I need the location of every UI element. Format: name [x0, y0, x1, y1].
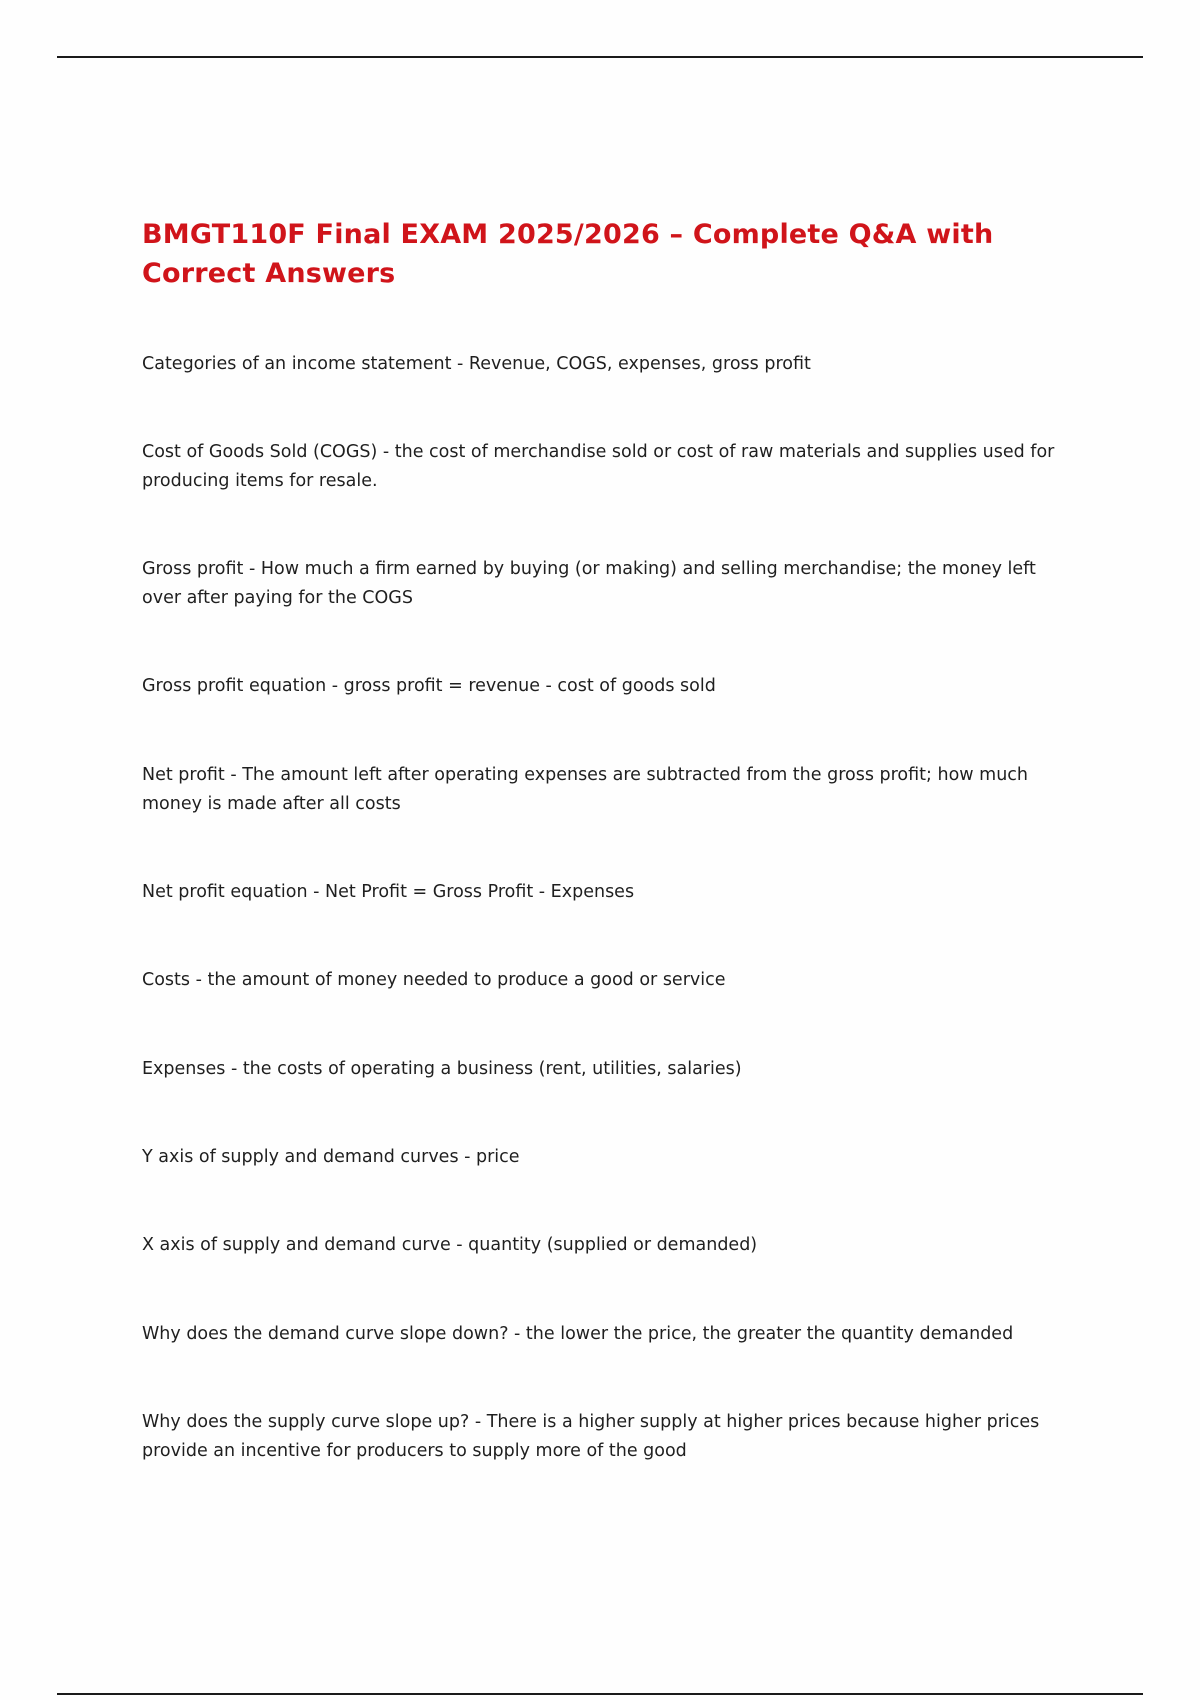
qa-entry: Why does the supply curve slope up? - There is a higher supply at higher prices because higher prices provide an incentive for producers to supply more of the good: [142, 1412, 1040, 1461]
qa-entry: Expenses - the costs of operating a business (rent, utilities, salaries): [142, 1059, 742, 1079]
qa-entry: Net profit - The amount left after operating expenses are subtracted from the gross profit; how much money is made after all costs: [142, 765, 1028, 814]
footer-rule: [57, 1693, 1143, 1695]
qa-entry: X axis of supply and demand curve - quantity (supplied or demanded): [142, 1235, 758, 1255]
header-rule: [57, 56, 1143, 58]
qa-entry: Why does the demand curve slope down? - the lower the price, the greater the quantity demanded: [142, 1324, 1014, 1344]
qa-entry: Gross profit - How much a firm earned by buying (or making) and selling merchandise; the money left over after paying for the COGS: [142, 559, 1036, 608]
qa-entry: Costs - the amount of money needed to produce a good or service: [142, 970, 726, 990]
qa-entry: Cost of Goods Sold (COGS) - the cost of merchandise sold or cost of raw materials and supplies used for producing items for resale.: [142, 442, 1055, 491]
qa-entry: Gross profit equation - gross profit = revenue - cost of goods sold: [142, 676, 716, 696]
qa-entry: Y axis of supply and demand curves - price: [142, 1147, 520, 1167]
qa-entry: Categories of an income statement - Revenue, COGS, expenses, gross profit: [142, 354, 811, 374]
qa-entry: Net profit equation - Net Profit = Gross Profit - Expenses: [142, 882, 635, 902]
page-title: BMGT110F Final EXAM 2025/2026 – Complete Q&A with Correct Answers: [142, 219, 994, 289]
